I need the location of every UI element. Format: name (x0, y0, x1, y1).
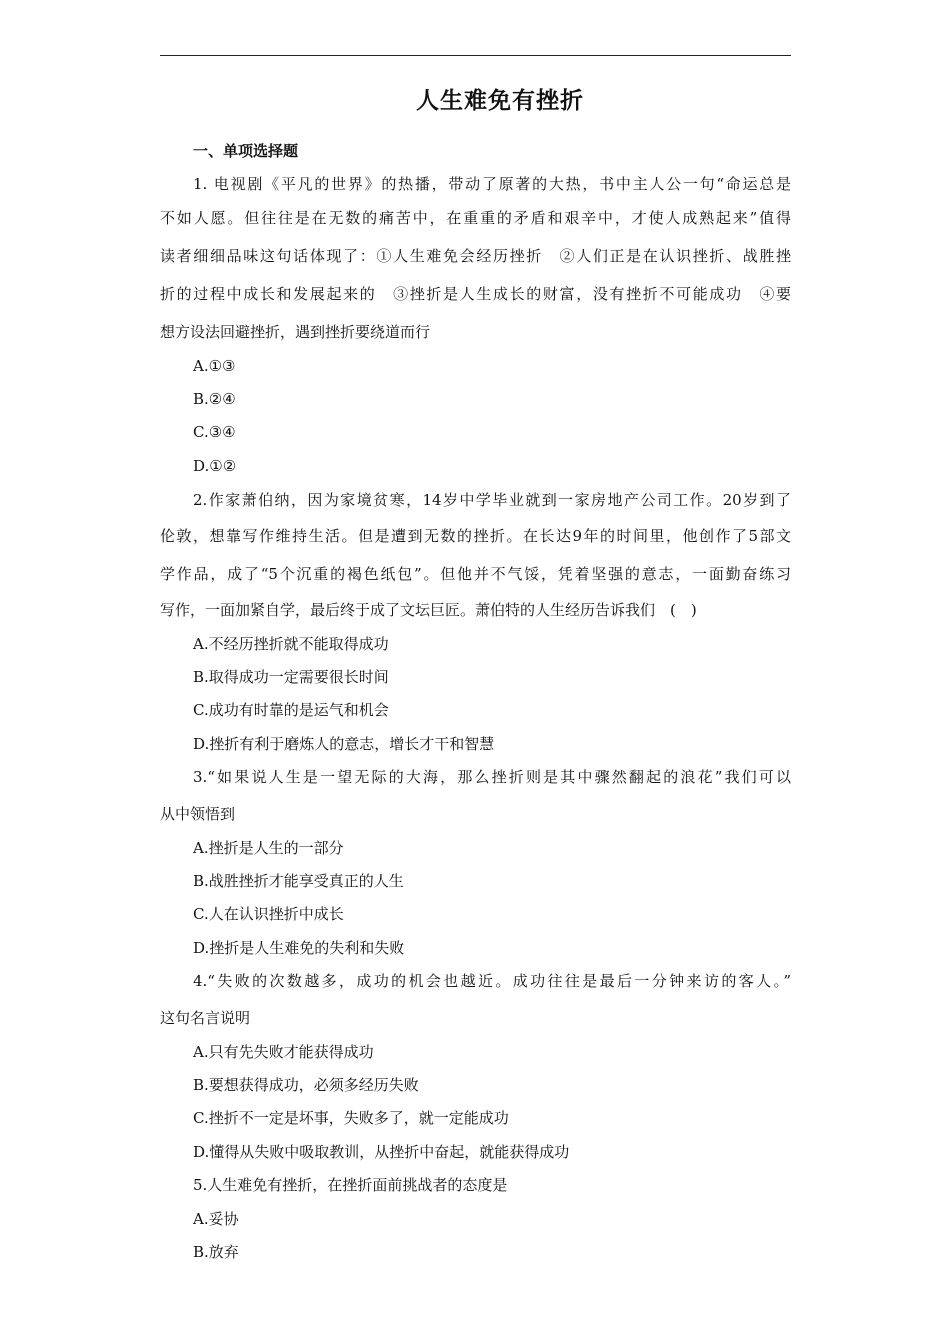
question-2-option-a: A.不经历挫折就不能取得成功 (193, 635, 389, 653)
header-rule (160, 55, 791, 56)
question-4-option-b: B.要想获得成功，必须多经历失败 (193, 1076, 419, 1094)
question-3-option-a: A.挫折是人生的一部分 (193, 839, 344, 857)
question-1-stem-line: 不如人愿。但往往是在无数的痛苦中，在重重的矛盾和艰辛中，才使人成熟起来”值得 (160, 209, 791, 227)
question-2-option-b: B.取得成功一定需要很长时间 (193, 668, 389, 686)
question-2-option-c: C.成功有时靠的是运气和机会 (193, 701, 389, 719)
question-4-stem-line: 这句名言说明 (160, 1009, 251, 1027)
question-4-stem-line: 4.“失败的次数越多，成功的机会也越近。成功往往是最后一分钟来访的客人。” (193, 972, 791, 990)
question-1-stem-line: 想方设法回避挫折，遇到挫折要绕道而行 (160, 323, 431, 341)
question-2-stem-line: 2.作家萧伯纳，因为家境贫寒，14岁中学毕业就到一家房地产公司工作。20岁到了 (193, 491, 791, 509)
question-1-stem-line: 读者细细品味这句话体现了：①人生难免会经历挫折 ②人们正是在认识挫折、战胜挫 (160, 247, 791, 265)
question-3-option-c: C.人在认识挫折中成长 (193, 905, 344, 923)
document-title: 人生难免有挫折 (416, 88, 584, 114)
question-5-option-b: B.放弃 (193, 1243, 239, 1261)
question-3-option-d: D.挫折是人生难免的失利和失败 (193, 939, 405, 957)
question-4-option-d: D.懂得从失败中吸取教训，从挫折中奋起，就能获得成功 (193, 1143, 570, 1161)
question-3-stem-line: 3.“如果说人生是一望无际的大海，那么挫折则是其中骤然翻起的浪花”我们可以 (193, 768, 791, 786)
question-4-option-c: C.挫折不一定是坏事，失败多了，就一定能成功 (193, 1109, 509, 1127)
question-1-option-b: B.②④ (193, 390, 236, 408)
question-3-option-b: B.战胜挫折才能享受真正的人生 (193, 872, 404, 890)
question-5-stem-line: 5.人生难免有挫折，在挫折面前挑战者的态度是 (193, 1176, 508, 1194)
section-heading: 一、单项选择题 (193, 142, 299, 160)
question-1-option-d: D.①② (193, 457, 237, 475)
question-5-option-a: A.妥协 (193, 1210, 239, 1228)
question-2-stem-line: 学作品，成了“5个沉重的褐色纸包”。但他并不气馁，凭着坚强的意志，一面勤奋练习 (160, 565, 791, 583)
question-4-option-a: A.只有先失败才能获得成功 (193, 1043, 374, 1061)
question-2-option-d: D.挫折有利于磨炼人的意志，增长才干和智慧 (193, 735, 495, 753)
question-1-stem-line: 1. 电视剧《平凡的世界》的热播，带动了原著的大热，书中主人公一句“命运总是 (193, 175, 791, 193)
question-1-option-a: A.①③ (193, 357, 236, 375)
question-1-stem-line: 折的过程中成长和发展起来的 ③挫折是人生成长的财富，没有挫折不可能成功 ④要 (160, 285, 791, 303)
question-3-stem-line: 从中领悟到 (160, 805, 236, 823)
question-2-stem-line: 伦敦，想靠写作维持生活。但是遭到无数的挫折。在长达9年的时间里，他创作了5部文 (160, 527, 791, 545)
question-1-option-c: C.③④ (193, 423, 236, 441)
question-2-stem-line: 写作，一面加紧自学，最后终于成了文坛巨匠。萧伯特的人生经历告诉我们 ( ) (160, 601, 697, 619)
